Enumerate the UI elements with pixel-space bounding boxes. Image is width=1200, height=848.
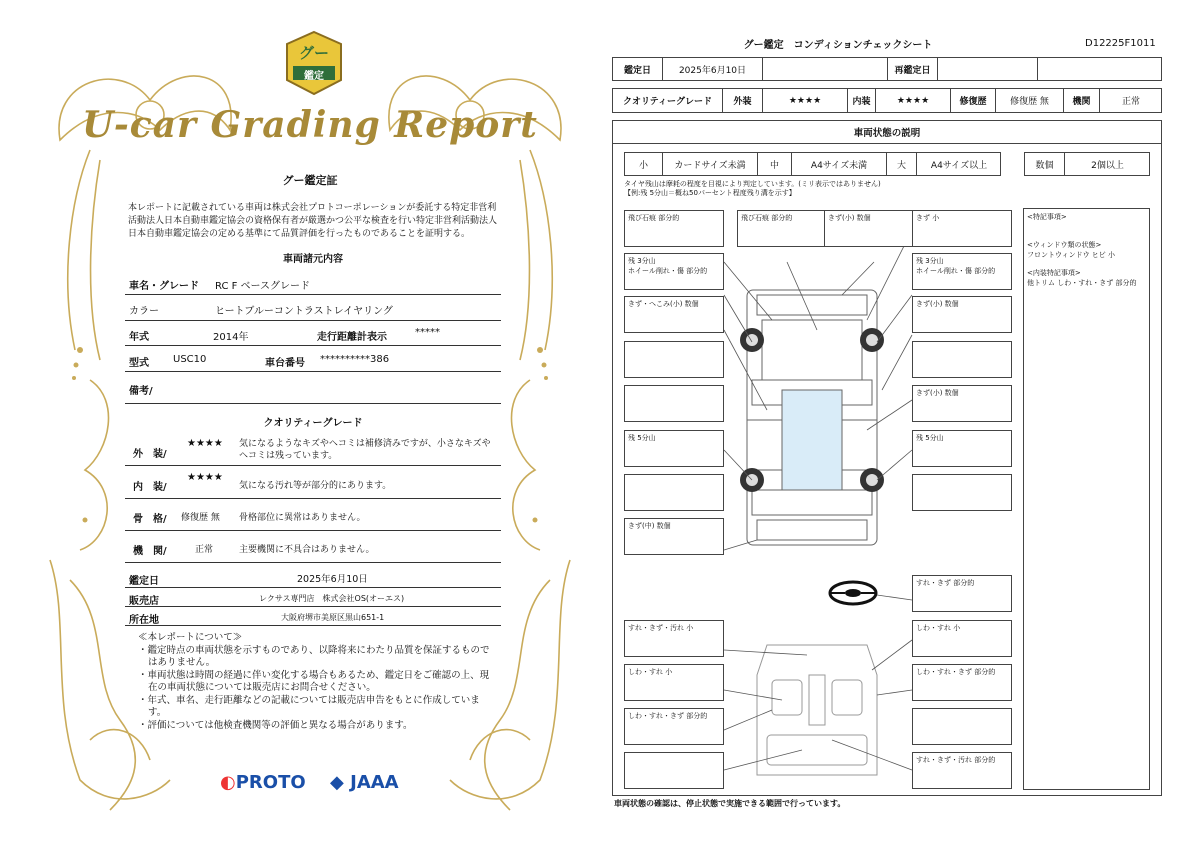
damage-box-left-4 [624,341,724,378]
damage-box-tire-front-right: 残 3分山 ホイール削れ・傷 部分的 [912,253,1012,290]
dealer-label: 販売店 [129,596,159,607]
spec-year-value: 2014年 [213,332,249,343]
special-heading: <特記事項> [1027,213,1067,221]
size-s-desc: カードサイズ未満 [663,153,758,175]
date-value: 2025年6月10日 [663,58,763,80]
goo-kantei-badge [285,30,343,96]
spec-model-value: USC10 [173,354,207,365]
tire-note-2: 【例:残 5分山＝概ね50パーセント程度残り溝を示す】 [624,189,796,197]
proto-logo: ◐PROTO [220,772,306,793]
size-l-desc: A4サイズ以上 [930,160,988,171]
damage-box-interior-right-3 [912,708,1012,745]
address-label: 所在地 [129,615,159,626]
spec-chassis-label: 車台番号 [265,358,305,369]
damage-box-tire-front-left: 残 3分山 ホイール削れ・傷 部分的 [624,253,724,290]
quality-heading: クオリティーグレード [263,418,363,429]
tire-note-1: タイヤ残山は摩耗の程度を目視により判定しています。(ミリ表示ではありません) [624,180,881,188]
ext-stars: ★★★★ [763,89,848,112]
jaaa-logo: ◆ JAAA [330,772,399,793]
quality-engine-text: 主要機関に不具合はありません。 [239,545,375,555]
damage-box-interior-right-1: しわ・すれ 小 [912,620,1012,657]
special-notes-panel [1023,208,1150,790]
quality-ext-label: 外 装/ [133,449,167,460]
date-row [125,568,501,588]
interior-value: 他トリム しわ・すれ・きず 部分的 [1027,279,1137,287]
damage-box-tire-rear-right: 残 5分山 [912,430,1012,467]
specs-heading: 車両諸元内容 [283,254,343,265]
jaaa-logo-text: JAAA [350,772,399,793]
damage-box-steering: すれ・きず 部分的 [912,575,1012,612]
spec-chassis-value: **********386 [320,354,390,365]
spec-mileage-value: ***** [415,327,440,338]
window-value: フロントウィンドウ ヒビ 小 [1027,251,1116,259]
interior-heading: <内装特記事項> [1027,269,1081,277]
spec-row-year [125,321,501,346]
quality-row-int [125,466,501,499]
damage-box-left-3: きず・へこみ(小) 数個 [624,296,724,333]
damage-box-front-right: きず 小 [912,210,1012,247]
damage-box-right-3: きず(小) 数個 [912,296,1012,333]
report-notes [138,632,498,732]
ext-label: 外装 [723,89,763,112]
proto-logo-text: PROTO [235,772,306,793]
note-item: ・鑑定時点の車両状態を示すものであり、以降将来にわたり品質を保証するものではありません。 [138,644,490,668]
engine-label: 機関 [1064,89,1100,112]
quality-frame-label: 骨 格/ [133,514,167,525]
repair-value: 修復歴 無 [996,89,1064,112]
logos [210,772,430,800]
damage-box-interior-left-3: しわ・すれ・きず 部分的 [624,708,724,745]
quality-frame-text: 骨格部位に異常はありません。 [239,513,366,523]
qg-label: クオリティーグレード [613,89,723,112]
damage-box-interior-left-2: しわ・すれ 小 [624,664,724,701]
damage-box-right-4 [912,341,1012,378]
count-label: 数個 [1025,153,1065,175]
spec-row-remarks [125,372,501,404]
int-stars: ★★★★ [876,89,951,112]
size-s: 小 [625,153,663,175]
damage-box-left-5 [624,385,724,422]
size-l: 大 [887,153,917,175]
damage-box-rear-left: きず(中) 数個 [624,518,724,555]
badge-top-text: グー [298,44,329,62]
spec-year-label: 年式 [129,332,149,343]
quality-int-label: 内 装/ [133,482,167,493]
notes-heading: ≪本レポートについて≫ [138,632,243,643]
damage-box-right-5: きず(小) 数個 [912,385,1012,422]
sheet-footer: 車両状態の確認は、停止状態で実施できる範囲で行っています。 [614,799,846,808]
note-item: ・年式、車名、走行距離などの記載については販売店申告をもとに作成しています。 [138,694,480,718]
address-value: 大阪府堺市美原区黒山651-1 [281,613,385,622]
certificate-body: 本レポートに記載されている車両は株式会社プロトコーポレーションが委託する特定非営利活動法人日本自動車鑑定協会の資格保有者が厳選かつ公平な検査を行い特定非営利活動法人日本自動車鑑定協会の定める基準にて品質評価を行ったものであることを証明する。 [128,203,498,239]
quality-engine-label: 機 関/ [133,546,167,557]
damage-box-left-7 [624,474,724,511]
spec-name-value: RC F ベースグレード [215,281,311,292]
damage-box-tire-rear-left: 残 5分山 [624,430,724,467]
damage-box-interior-left-1: すれ・きず・汚れ 小 [624,620,724,657]
report-script-title: U-car Grading Report [82,104,538,146]
damage-box-interior-left-4 [624,752,724,789]
quality-ext-text: 気になるようなキズやヘコミは補修済みですが、小さなキズやヘコミは残っています。 [239,439,491,461]
spec-row-model [125,346,501,372]
sheet-title: グー鑑定 コンディションチェックシート [743,40,933,51]
damage-box-front-center: 飛び石痕 部分的 [737,210,837,247]
date-value: 2025年6月10日 [297,574,368,585]
condition-heading: 車両状態の説明 [612,120,1162,144]
note-item: ・評価については他検査機関等の評価と異なる場合があります。 [138,719,413,731]
quality-ext-stars: ★★★★ [187,438,223,449]
quality-frame-value: 修復歴 無 [181,513,220,523]
doc-id: D12225F1011 [1085,38,1156,49]
spec-row-color [125,295,501,321]
spec-model-label: 型式 [129,358,149,369]
damage-box-interior-right-2: しわ・すれ・きず 部分的 [912,664,1012,701]
date-label: 鑑定日 [129,576,159,587]
badge-bottom-text: 鑑定 [304,71,324,82]
spec-mileage-label: 走行距離計表示 [317,332,387,343]
dealer-value: レクサス専門店 株式会社OS(オーエス) [259,594,405,603]
condition-check-sheet [612,30,1164,820]
quality-row-ext [125,432,501,466]
dealer-row [125,588,501,607]
quality-row-frame [125,499,501,531]
date-label: 鑑定日 [613,58,663,80]
damage-box-right-7 [912,474,1012,511]
redate-label: 再鑑定日 [888,58,938,80]
size-m-desc: A4サイズ未満 [792,153,887,175]
quality-int-stars: ★★★★ [187,472,223,483]
window-heading: <ウィンドウ類の状態> [1027,241,1102,249]
quality-row-engine [125,531,501,563]
grading-report-page [30,20,590,820]
spec-color-value: ヒートブルーコントラストレイヤリング [215,306,393,317]
spec-color-label: カラー [129,306,159,317]
int-label: 内装 [848,89,876,112]
spec-row-name [125,270,501,295]
repair-label: 修復歴 [951,89,996,112]
spec-name-label: 車名・グレード [129,281,199,292]
quality-engine-value: 正常 [195,545,214,555]
damage-box-front-center-right: きず(小) 数個 [824,210,924,247]
damage-box-interior-right-4: すれ・きず・汚れ 部分的 [912,752,1012,789]
count-desc: 2個以上 [1091,160,1124,171]
address-row [125,607,501,626]
spec-remarks-label: 備考/ [129,386,153,397]
damage-box-front-left: 飛び石痕 部分的 [624,210,724,247]
quality-int-text: 気になる汚れ等が部分的にあります。 [239,481,392,491]
certificate-title: グー鑑定証 [282,174,338,187]
size-m: 中 [758,153,792,175]
engine-value: 正常 [1121,97,1140,107]
note-item: ・車両状態は時間の経過に伴い変化する場合もあるため、鑑定日をご確認の上、現在の車両状態については販売店にお問合せください。 [138,669,490,693]
